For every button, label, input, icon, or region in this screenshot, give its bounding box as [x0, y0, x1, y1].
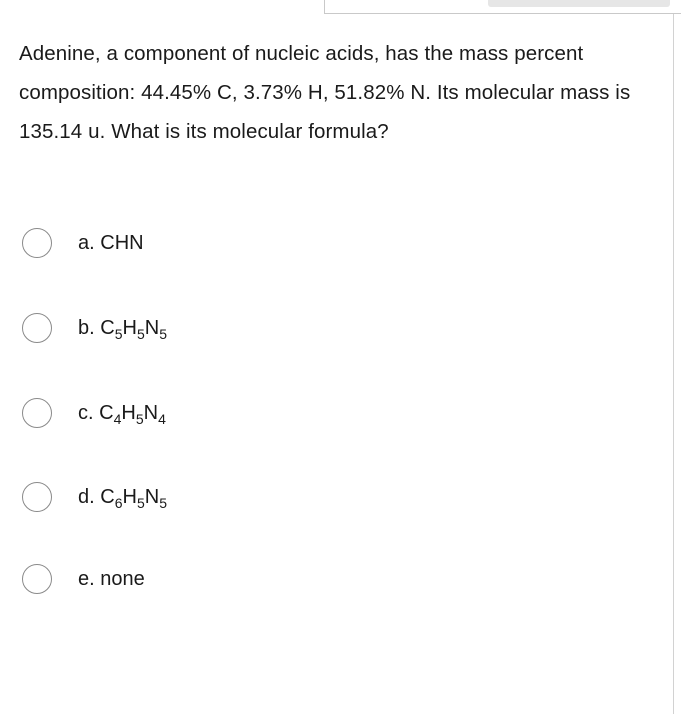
- right-divider: [673, 14, 674, 714]
- radio-button-icon[interactable]: [22, 564, 52, 594]
- formula-element: N: [144, 485, 160, 508]
- option-letter: c.: [78, 401, 94, 424]
- option-letter: d.: [78, 485, 95, 508]
- answer-option-e[interactable]: [22, 561, 145, 597]
- formula-element: C: [99, 401, 114, 424]
- answer-option-c[interactable]: [22, 395, 166, 431]
- formula-part: CHN: [100, 231, 144, 254]
- formula-subscript: 4: [158, 410, 166, 427]
- option-label: [78, 402, 166, 425]
- formula-element: H: [121, 401, 136, 424]
- answer-option-d[interactable]: [22, 479, 167, 515]
- formula-element: C: [100, 485, 115, 508]
- radio-button-icon[interactable]: [22, 482, 52, 512]
- option-label: [78, 232, 144, 255]
- formula-subscript: 5: [136, 494, 145, 511]
- formula-element: N: [143, 401, 159, 424]
- formula-subscript: 5: [114, 325, 123, 342]
- formula-subscript: 5: [159, 325, 167, 342]
- option-label: [78, 568, 145, 591]
- top-panel-tab: [488, 0, 670, 7]
- formula-subscript: 5: [159, 494, 167, 511]
- formula-part: none: [100, 567, 145, 590]
- formula-subscript: 6: [114, 494, 123, 511]
- option-letter: e.: [78, 567, 95, 590]
- radio-button-icon[interactable]: [22, 228, 52, 258]
- question-text: Adenine, a component of nucleic acids, has the mass percent composition: 44.45% C, 3.73% H, 51.82% N. Its molecular mass is 135.14 u. What is its molecular formula?: [19, 42, 631, 143]
- radio-button-icon[interactable]: [22, 313, 52, 343]
- formula-subscript: 5: [136, 325, 145, 342]
- radio-button-icon[interactable]: [22, 398, 52, 428]
- answer-option-a[interactable]: [22, 225, 144, 261]
- formula-subscript: 5: [135, 410, 144, 427]
- option-letter: b.: [78, 316, 95, 339]
- formula-element: H: [122, 316, 137, 339]
- formula-subscript: 4: [113, 410, 122, 427]
- formula-element: H: [122, 485, 137, 508]
- formula-element: N: [144, 316, 160, 339]
- option-label: [78, 317, 167, 340]
- formula-element: C: [100, 316, 115, 339]
- answer-option-b[interactable]: [22, 310, 167, 346]
- option-letter: a.: [78, 231, 95, 254]
- option-label: [78, 486, 167, 509]
